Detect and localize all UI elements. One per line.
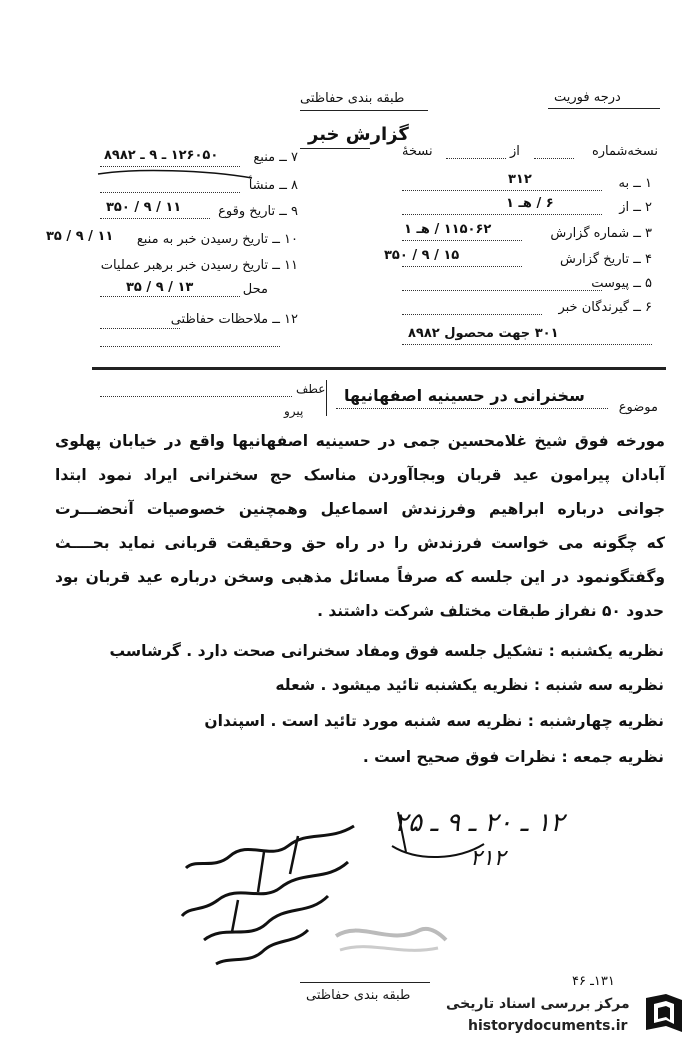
item4-dots	[402, 266, 522, 267]
item11-value: ۱۳ / ۹ / ۳۵	[126, 280, 194, 295]
faded-stamp-mark	[330, 910, 450, 960]
item1-dots	[402, 190, 602, 191]
item6-dots	[402, 314, 542, 315]
item3-value: ۱۱۵۰۶۲ / هـ ۱	[404, 222, 492, 237]
watermark-book-icon	[640, 990, 688, 1038]
body-line: جوانی درباره ابراهیم وفرزندش اسماعیل وهمچنین خصوصیات آنحضـــرت	[55, 500, 665, 518]
subject-separator	[326, 380, 327, 416]
item2-dots	[402, 214, 602, 215]
handwritten-date-note: ۱۲ ـ ۲۰ ـ ۹ ـ ۲۵	[394, 808, 565, 838]
item11-label: ۱۱ ــ تاریخ رسیدن خبر برهبر عملیات	[100, 258, 298, 273]
item9-label: ۹ ــ تاریخ وقوع	[218, 204, 298, 219]
body-line: مورخه فوق شیخ غلامحسین جمی در حسینیه اصفهانیها واقع در خیابان پهلوی	[55, 432, 665, 450]
item8-dots	[100, 192, 240, 193]
item5-label: ۵ ــ پیوست	[591, 276, 652, 291]
priority-rule	[548, 108, 660, 109]
classification-top-rule	[300, 110, 428, 111]
item6-dots-2	[402, 344, 652, 345]
atf-dots	[100, 396, 292, 397]
item7-dots	[100, 166, 240, 167]
opinion-line: نظریه یکشنبه : تشکیل جلسه فوق ومفاد سخنرانی صحت دارد . گرشاسب	[109, 642, 664, 660]
item4-value: ۱۵ / ۹ / ۳۵۰	[384, 248, 460, 263]
title-rule	[300, 148, 370, 149]
item12-dots-2	[100, 346, 280, 347]
peiro-label: پیرو	[284, 404, 304, 418]
copy-number-label: نسخه‌شماره	[591, 144, 658, 159]
item10-label: ۱۰ ــ تاریخ رسیدن خبر به منبع	[136, 232, 298, 247]
item6-label: ۶ ــ گیرندگان خبر	[558, 300, 652, 315]
subject-dots	[336, 408, 608, 409]
section-divider	[92, 367, 666, 370]
item7-value: ۱۲۶۰۵۰ ـ ۹ ـ ۸۹۸۲	[104, 148, 219, 163]
footer-rule	[300, 982, 430, 983]
watermark-url: historydocuments.ir	[468, 1018, 628, 1034]
opinion-line: نظریه سه شنبه : نظریه یکشنبه تائید میشود . شعله	[275, 676, 664, 694]
item11-sub-label: محل	[242, 282, 268, 297]
subject-value: سخنرانی در حسینیه اصفهانیها	[344, 386, 585, 405]
item7-label: ۷ ــ منبع	[253, 150, 298, 165]
item8-label: ۸ ــ منشأ	[248, 178, 298, 193]
copy-from-dots	[446, 158, 506, 159]
item1-label: ۱ ــ به	[618, 176, 652, 191]
item4-label: ۴ ــ تاریخ گزارش	[560, 252, 652, 267]
item11-dots	[100, 296, 240, 297]
subject-label: موضوع	[618, 400, 658, 415]
body-line: حدود ۵۰ نفراز طبقات مختلف شرکت داشتند .	[317, 602, 664, 620]
body-line: که چگونه می خواست فرزندش را در راه حق وحقیقت قربانی نماید بحــــث	[55, 534, 665, 552]
item3-dots	[402, 240, 522, 241]
item10-value: ۱۱ / ۹ / ۳۵	[46, 229, 114, 244]
page-code: ۱۳۱ـ ۴۶	[572, 974, 615, 989]
item2-label: ۲ ــ از	[619, 200, 652, 215]
item12-label: ۱۲ ــ ملاحظات حفاظتی	[170, 312, 298, 327]
watermark-text: مرکز بررسی اسناد تاریخی	[446, 996, 630, 1012]
document-title: گزارش خبر	[308, 124, 409, 145]
body-line: وگفتگونمود در این جلسه که صرفاً مسائل مذهبی وسخن درباره عید قربان بود	[55, 568, 665, 586]
atf-label: عطف	[296, 382, 326, 396]
item7-underline-scribble	[96, 168, 256, 182]
item2-value: ۶ / هـ ۱	[506, 196, 554, 211]
handwritten-code-note: ۲۱۲	[470, 846, 506, 871]
item3-label: ۳ ــ شماره گزارش	[550, 226, 652, 241]
copy-of-label: نسخهٔ	[402, 144, 433, 159]
classification-top: طبقه بندی حفاظتی	[300, 91, 405, 106]
item6-value: ۳۰۱ جهت محصول ۸۹۸۲	[408, 326, 559, 341]
item12-dots	[100, 328, 180, 329]
opinion-line: نظریه جمعه : نظرات فوق صحیح است .	[362, 748, 664, 766]
copy-from-label: از	[510, 144, 520, 159]
opinion-line: نظریه چهارشنبه : نظریه سه شنبه مورد تائید است . اسپندان	[204, 712, 664, 730]
item9-value: ۱۱ / ۹ / ۳۵۰	[106, 200, 182, 215]
item9-dots	[100, 218, 210, 219]
item1-value: ۳۱۲	[508, 172, 532, 187]
copy-number-dots	[534, 158, 574, 159]
body-line: آبادان پیرامون عید قربان وبجاآوردن مناسک حج سخنرانی ایراد نمود ابتدا	[55, 466, 665, 484]
item5-dots	[402, 290, 602, 291]
classification-bottom: طبقه بندی حفاظتی	[306, 988, 411, 1003]
priority-label: درجه فوریت	[554, 90, 621, 105]
